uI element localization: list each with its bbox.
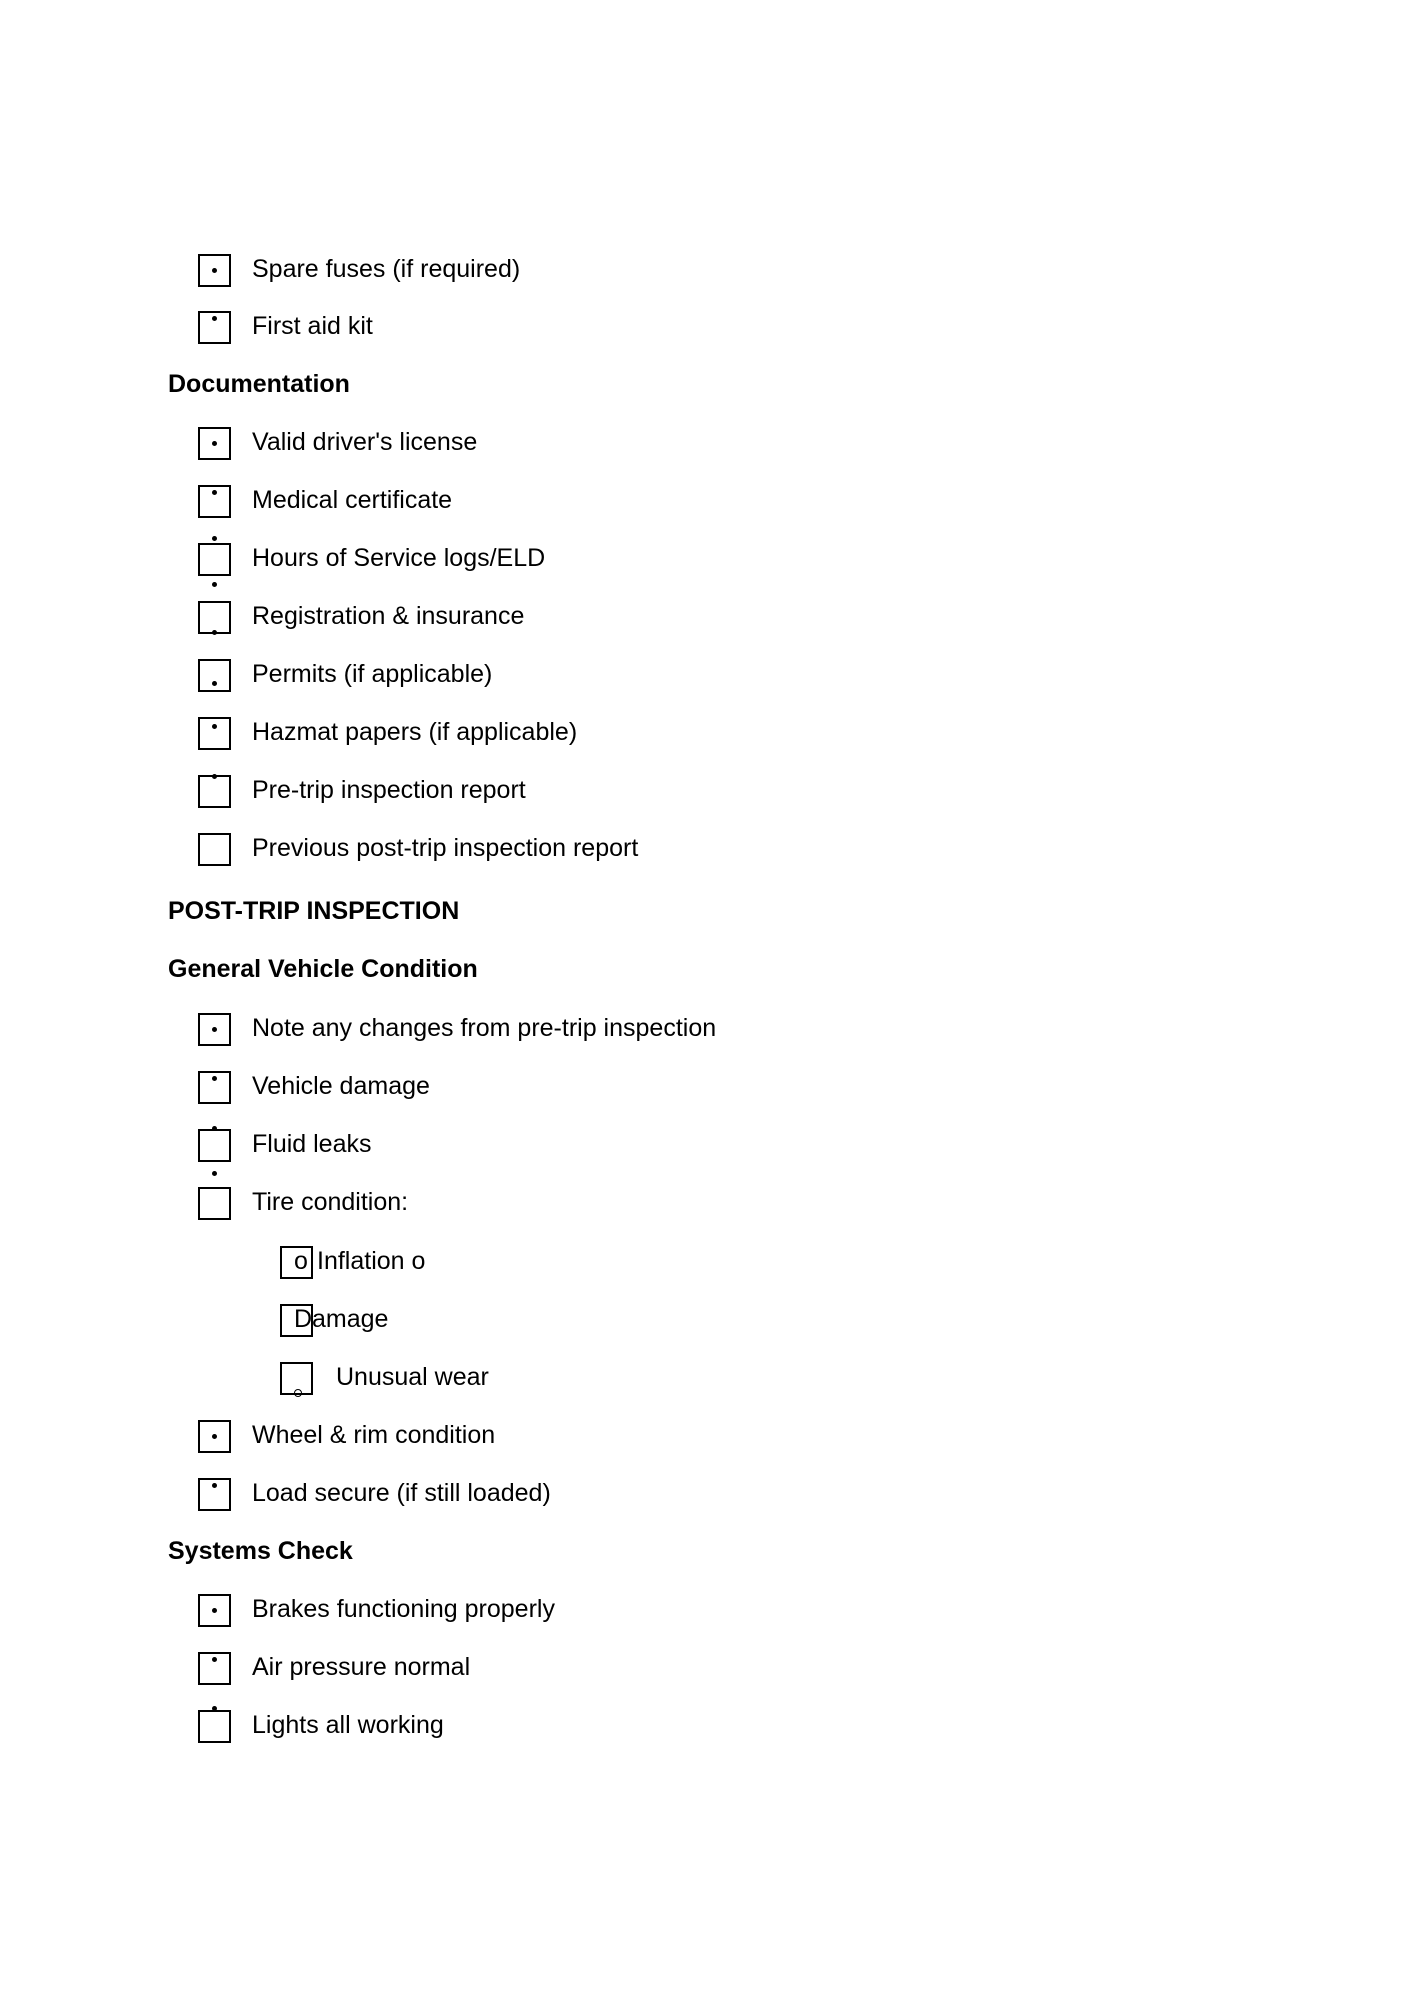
subitem-label: Inflation o xyxy=(317,1247,426,1275)
item-label: Valid driver's license xyxy=(252,428,478,456)
checkbox[interactable] xyxy=(198,254,231,287)
checkbox[interactable] xyxy=(198,659,231,692)
bullet-dot-icon xyxy=(212,441,217,446)
checkbox[interactable] xyxy=(198,485,231,518)
bullet-dot-icon xyxy=(212,724,217,729)
section-heading-systems: Systems Check xyxy=(168,1537,353,1565)
item-label: Previous post-trip inspection report xyxy=(252,834,639,862)
bullet-dot-icon xyxy=(212,268,217,273)
item-label: Wheel & rim condition xyxy=(252,1421,496,1449)
bullet-dot-icon xyxy=(212,1171,217,1176)
checkbox[interactable] xyxy=(198,1478,231,1511)
subitem-label: amage xyxy=(312,1305,389,1333)
item-label: Load secure (if still loaded) xyxy=(252,1479,551,1507)
section-heading-documentation: Documentation xyxy=(168,370,350,398)
item-label: Brakes functioning properly xyxy=(252,1595,555,1623)
checkbox[interactable] xyxy=(198,1071,231,1104)
checkbox[interactable] xyxy=(198,1187,231,1220)
checkbox[interactable] xyxy=(198,1710,231,1743)
bullet-dot-icon xyxy=(212,1706,217,1711)
item-label: Fluid leaks xyxy=(252,1130,372,1158)
section-heading-post-trip: POST-TRIP INSPECTION xyxy=(168,897,460,925)
checkbox[interactable] xyxy=(198,1420,231,1453)
item-label: Hours of Service logs/ELD xyxy=(252,544,546,572)
checkbox[interactable] xyxy=(198,543,231,576)
checkbox[interactable] xyxy=(198,1129,231,1162)
item-label: Medical certificate xyxy=(252,486,453,514)
bullet-dot-icon xyxy=(212,490,217,495)
bullet-dot-icon xyxy=(212,1076,217,1081)
checkbox[interactable] xyxy=(198,1594,231,1627)
item-label: Vehicle damage xyxy=(252,1072,430,1100)
item-label: Lights all working xyxy=(252,1711,444,1739)
bullet-dot-icon xyxy=(212,1608,217,1613)
bullet-dot-icon xyxy=(212,1126,217,1131)
checkbox[interactable] xyxy=(198,717,231,750)
section-heading-general: General Vehicle Condition xyxy=(168,955,478,983)
item-label: First aid kit xyxy=(252,312,373,340)
bullet-dot-icon xyxy=(212,582,217,587)
checkbox[interactable] xyxy=(198,775,231,808)
checkbox[interactable] xyxy=(198,427,231,460)
bullet-dot-icon xyxy=(212,316,217,321)
item-label: Registration & insurance xyxy=(252,602,525,630)
checkbox[interactable] xyxy=(198,311,231,344)
bullet-dot-icon xyxy=(212,1483,217,1488)
item-label: Tire condition: xyxy=(252,1188,409,1216)
bullet-dot-icon xyxy=(212,536,217,541)
bullet-dot-icon xyxy=(212,1027,217,1032)
item-label: Note any changes from pre-trip inspection xyxy=(252,1014,717,1042)
bullet-dot-icon xyxy=(212,1657,217,1662)
checkbox[interactable] xyxy=(198,1652,231,1685)
checkbox[interactable] xyxy=(198,833,231,866)
checkbox[interactable] xyxy=(198,601,231,634)
bullet-dot-icon xyxy=(212,630,217,635)
item-label: Pre-trip inspection report xyxy=(252,776,526,804)
checkbox[interactable] xyxy=(198,1013,231,1046)
bullet-dot-icon xyxy=(212,681,217,686)
item-label: Permits (if applicable) xyxy=(252,660,493,688)
item-label: Hazmat papers (if applicable) xyxy=(252,718,578,746)
item-label: Air pressure normal xyxy=(252,1653,471,1681)
subitem-label: Unusual wear xyxy=(336,1363,489,1391)
bullet-dot-icon xyxy=(212,1434,217,1439)
bullet-dot-icon xyxy=(212,774,217,779)
checkbox[interactable] xyxy=(280,1362,313,1395)
circle-bullet-icon xyxy=(294,1389,302,1397)
sub-bullet-o: o xyxy=(294,1247,308,1275)
item-label: Spare fuses (if required) xyxy=(252,255,521,283)
sub-letter: D xyxy=(294,1305,313,1333)
